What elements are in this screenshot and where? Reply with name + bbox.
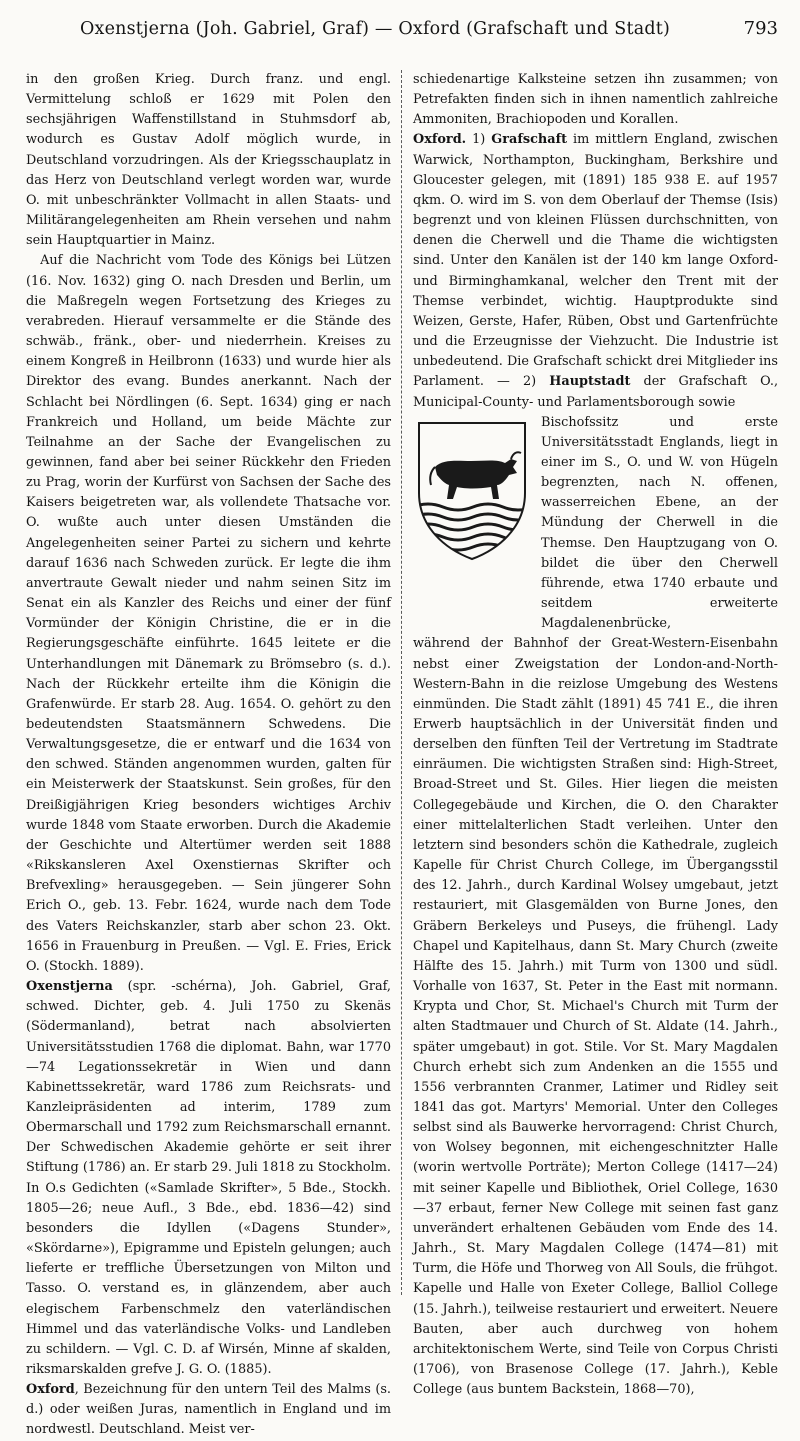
entry-lemma: Oxenstjerna <box>26 979 113 995</box>
oxenstjerna-axel-continuation: in den großen Krieg. Durch franz. und engl. Vermittelung schloß er 1629 mit Polen den sechsjährigen Waffenstillstand in Stuhmsdorf ab, wodurch es Gustav Adolf möglich wurde, in Deutschland vorzudringen. Als der Kriegsschauplatz in das Herz von Deutschland verlegt worden war, wurde O. mit unbeschränkter Vollmacht in allen Staats- und Militärangelegenheiten am Rhein versehen und nahm sein Hauptquartier in Mainz. <box>26 72 392 249</box>
coat-of-arms-block <box>413 413 778 635</box>
subentry-label-city: Hauptstadt <box>549 374 631 390</box>
running-head: Oxenstjerna (Joh. Gabriel, Graf) — Oxford (Grafschaft und Stadt) <box>79 19 671 39</box>
entry-text-county: im mittlern England, zwischen Warwick, Northampton, Buckingham, Berkshire und Gloucester gelegen, mit (1891) 185 938 E. auf 1957 qkm. O. wird im S. von dem Oberlauf der Themse (Isis) begrenzt und von kleinen Flüssen durchschnitten, von denen die Cherwell und die Thame die wichtigsten sind. Unter den Kanälen ist der 140 km lange Oxford- und Birminghamkanal, welcher den Trent mit der Themse verbindet, wichtig. Hauptprodukte sind Weizen, Gerste, Hafer, Rüben, Obst und Gartenfrüchte und die Erzeugnisse der Viehzucht. Die Industrie ist unbedeutend. Die Grafschaft schickt drei Mitglieder ins Parlament. — 2) <box>413 132 779 390</box>
page-header <box>26 18 778 54</box>
right-column <box>413 70 779 1398</box>
oxford-geology-continuation: schiedenartige Kalksteine setzen ihn zusammen; von Petrefakten finden sich in ihnen namentlich zahlreiche Ammoniten, Brachiopoden und Korallen. <box>413 72 779 128</box>
entry-text-city: der Grafschaft O., Municipal-County- und Parlamentsborough sowie <box>413 374 779 410</box>
oxford-coat-of-arms-icon <box>413 415 531 565</box>
oxford-city-text-beside-arms: Bischofssitz und erste Universitätsstadt Englands, liegt in einer im S., O. und W. von Hügeln begrenzten, nach N. offenen, wasserreichen Ebene, an der Mündung der Cherwell in die Themse. Den Hauptzugang von O. bildet die über den Cherwell führende, etwa 1740 erbaute und seitdem erweiterte Magdalenenbrücke, <box>541 414 779 632</box>
entry-number: 1) <box>466 132 492 148</box>
subentry-label-county: Grafschaft <box>491 132 568 148</box>
text-columns <box>26 70 779 1438</box>
page-number: 793 <box>743 18 778 39</box>
left-column <box>26 70 392 1438</box>
entry-text: (spr. -schérna), Joh. Gabriel, Graf, schwed. Dichter, geb. 4. Juli 1750 zu Skenäs (Södermanland), betrat nach absolvierten Universitätsstudien 1768 die diplomat. Bahn, war 1770—74 Legationssekretär in Wien und dann Kabinettssekretär, ward 1786 zum Reichsrats- und Kanzleipräsidenten ad interim, 1789 zum Obermarschall und 1792 zum Reichsmarschall ernannt. Der Schwedischen Akademie gehörte er seit ihrer Stiftung (1786) an. Er starb 29. Juli 1818 zu Stockholm. In O.s Gedichten («Samlade Skrifter», 5 Bde., Stockh. 1805—26; neue Aufl., 3 Bde., ebd. 1836—42) sind besonders die Idyllen («Dagens Stunder», «Skördarne»), Epigramme und Episteln gelungen; auch lieferte er treffliche Übersetzungen von Milton und Tasso. O. verstand es, in glänzendem, aber auch elegischem Farbenschmelz den vaterländischen Himmel und das vaterländische Volks- und Landleben zu schildern. — Vgl. C. D. af Wirsén, Minne af skalden, riksmarskalden grefve J. G. O. (1885). <box>26 979 392 1377</box>
entry-oxenstjerna-gabriel <box>26 977 391 1380</box>
oxenstjerna-axel-paragraph-2: Auf die Nachricht vom Tode des Königs bei Lützen (16. Nov. 1632) ging O. nach Dresden und Berlin, um die Maßregeln wegen Fortsetzung des Krieges zu verabreden. Hierauf versammelte er die Stände des schwäb., fränk., ober- und niederrhein. Kreises zu einem Kongreß in Heilbronn (1633) und wurde hier als Direktor des evang. Bundes anerkannt. Nach der Schlacht bei Nördlingen (6. Sept. 1634) ging er nach Frankreich und Holland, um beide Mächte zur Teilnahme an der Sache der Evangelischen zu gewinnen, fand aber bei seiner Rückkehr den Frieden zu Prag, worin der Kurfürst von Sachsen der Sache des Kaisers beigetreten war, als vollendete Thatsache vor. O. wußte auch unter diesen Umständen die Angelegenheiten seiner Partei zu sichern und kehrte darauf 1636 nach Schweden zurück. Er legte die ihm anvertraute Gewalt nieder und nahm seinen Sitz im Senat ein als Kanzler des Reichs und einer der fünf Vormünder der Königin Christine, die er in die Regierungsgeschäfte einführte. 1645 leitete er die Unterhandlungen mit Dänemark zu Brömsebro (s. d.). Nach der Rückkehr erteilte ihm die Königin die Grafenwürde. Er starb 28. Aug. 1654. O. gehört zu den bedeutendsten Staatsmännern Schwedens. Die Verwaltungsgesetze, die er entwarf und die 1634 von den schwed. Ständen angenommen wurden, galten für ein Meisterwerk der Staatskunst. Sein großes, für den Dreißigjährigen Krieg besonders wichtiges Archiv wurde 1848 vom Staate erworben. Durch die Akademie der Geschichte und Altertümer werden seit 1888 «Rikskansleren Axel Oxenstiernas Skrifter och Brefvexling» herausgegeben. — Sein jüngerer Sohn Erich O., geb. 13. Febr. 1624, wurde nach dem Tode des Vaters Reichskanzler, starb aber schon 23. Okt. 1656 in Frauenburg in Preußen. — Vgl. E. Fries, Erick O. (Stockh. 1889). <box>26 253 392 974</box>
oxford-city-continuation: während der Bahnhof der Great-Western-Eisenbahn nebst einer Zweigstation der London-and-North-Western-Bahn in die reizlose Umgebung des Westens einmünden. Die Stadt zählt (1891) 45 741 E., die ihren Erwerb hauptsächlich in der Universität finden und derselben den fünften Teil der Vertretung im Stadtrate einräumen. Die wichtigsten Straßen sind: High-Street, Broad-Street und St. Giles. Hier liegen die meisten Collegegebäude und Kirchen, die O. den Charakter einer mittelalterlichen Stadt verleihen. Unter den letztern sind besonders schön die Kathedrale, zugleich Kapelle für Christ Church College, im Übergangsstil des 12. Jahrh., durch Kardinal Wolsey umgebaut, jetzt restauriert, mit Glasgemälden von Burne Jones, den Gräbern Berkeleys und Puseys, die frühengl. Lady Chapel und Kapitelhaus, dann St. Mary Church (zweite Hälfte des 15. Jahrh.) mit Turm von 1300 und südl. Vorhalle von 1637, St. Peter in the East mit normann. Krypta und Chor, St. Michael's Church mit Turm der alten Stadtmauer und Church of St. Aldate (14. Jahrh., später umgebaut) in got. Stile. Vor St. Mary Magdalen Church erhebt sich zum Andenken an die 1555 und 1556 verbrannten Cranmer, Latimer und Ridley seit 1841 das got. Martyrs' Memorial. Unter den Colleges selbst sind als Bauwerke hervorragend: Christ Church, von Wolsey begonnen, mit eichengeschnitzter Halle (worin wertvolle Porträte); Merton College (1417—24) mit seiner Kapelle und Bibliothek, Oriel College, 1630—37 erbaut, ferner New College mit seinen fast ganz unverändert erhaltenen Gebäuden vom Ende des 14. Jahrh., St. Mary Magdalen College (1474—81) mit Turm, die Höfe und Thorweg von All Souls, die frühgot. Kapelle und Halle von Exeter College, Balliol College (15. Jahrh.), teilweise restauriert und erweitert. Neuere Bauten, aber auch durchweg von hohem architektonischem Werte, sind Teile von Corpus Christi (1706), von Brasenose College (17. Jahrh.), Keble College (aus buntem Backstein, 1868—70), <box>413 636 779 1398</box>
entry-text: , Bezeichnung für den untern Teil des Malms (s. d.) oder weißen Juras, namentlich in England und im nordwestl. Deutschland. Meist ver- <box>26 1382 392 1438</box>
entry-lemma: Oxford <box>26 1382 75 1398</box>
entry-oxford-county <box>413 130 778 412</box>
entry-lemma: Oxford. <box>413 132 467 148</box>
entry-oxford-geology <box>26 1380 391 1440</box>
column-divider <box>401 70 403 1295</box>
